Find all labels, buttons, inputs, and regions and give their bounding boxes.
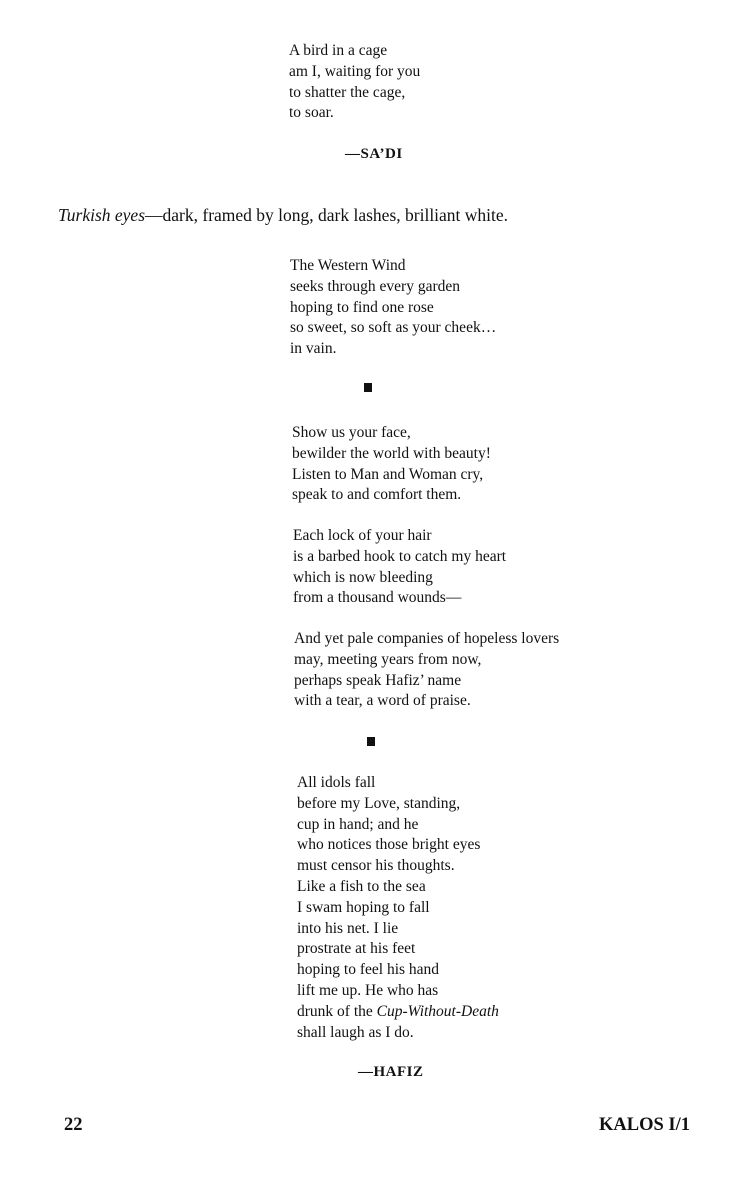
poem-line-prefix: drunk of the xyxy=(297,1002,377,1020)
poem-line: which is now bleeding xyxy=(293,568,433,586)
stanza-all-idols-fall xyxy=(297,773,499,1043)
poem-line: cup in hand; and he xyxy=(297,815,419,833)
stanza-pale-companies xyxy=(294,629,559,712)
stanza-bird-in-cage xyxy=(289,41,420,124)
poem-line: speak to and comfort them. xyxy=(292,486,462,504)
attribution-sadi: —SA’DI xyxy=(345,146,403,162)
poem-line: to shatter the cage, xyxy=(289,83,406,101)
poem-line: All idols fall xyxy=(297,774,376,791)
poem-line: I swam hoping to fall xyxy=(297,898,430,916)
stanza-show-face xyxy=(292,423,491,506)
poem-line: The Western Wind xyxy=(290,257,406,274)
poem-line: before my Love, standing, xyxy=(297,794,461,812)
prose-turkish-eyes xyxy=(58,205,508,226)
poem-line: Like a fish to the sea xyxy=(297,877,426,895)
poem-line: must censor his thoughts. xyxy=(297,857,455,875)
journal-footer: KALOS I/1 xyxy=(599,1115,690,1135)
poem-line: may, meeting years from now, xyxy=(294,650,482,668)
prose-rest: —dark, framed by long, dark lashes, brilliant white. xyxy=(145,205,509,225)
page-number: 22 xyxy=(64,1115,83,1135)
poem-line: is a barbed hook to catch my heart xyxy=(293,547,507,565)
poem-line: am I, waiting for you xyxy=(289,62,421,80)
attribution-hafiz: —HAFIZ xyxy=(358,1064,424,1080)
poem-line: hoping to find one rose xyxy=(290,298,434,316)
poem-line: Listen to Man and Woman cry, xyxy=(292,465,484,483)
poem-line: in vain. xyxy=(290,340,337,358)
poem-line: with a tear, a word of praise. xyxy=(294,692,471,710)
section-separator-square xyxy=(367,737,375,746)
poem-line: Each lock of your hair xyxy=(293,527,432,544)
poem-line: who notices those bright eyes xyxy=(297,836,481,854)
stanza-lock-of-hair xyxy=(293,526,506,609)
poem-line: into his net. I lie xyxy=(297,919,399,937)
poem-line: from a thousand wounds— xyxy=(293,589,462,607)
poem-line: hoping to feel his hand xyxy=(297,961,440,979)
poem-line: lift me up. He who has xyxy=(297,981,439,999)
poem-line: to soar. xyxy=(289,104,334,122)
stanza-western-wind xyxy=(290,256,496,360)
poem-line-with-italic xyxy=(297,1002,499,1023)
poem-line: so sweet, so soft as your cheek… xyxy=(290,319,497,337)
poem-line: perhaps speak Hafiz’ name xyxy=(294,671,462,689)
poem-line: seeks through every garden xyxy=(290,277,461,295)
poem-line: prostrate at his feet xyxy=(297,940,416,958)
poem-line: A bird in a cage xyxy=(289,42,388,59)
poem-italic-phrase: Cup-Without-Death xyxy=(376,1002,499,1020)
poem-line: Show us your face, xyxy=(292,424,411,441)
poem-line: shall laugh as I do. xyxy=(297,1023,414,1041)
prose-italic: Turkish eyes xyxy=(58,205,146,225)
poem-line: bewilder the world with beauty! xyxy=(292,444,491,462)
section-separator-square xyxy=(364,383,372,392)
poem-line: And yet pale companies of hopeless lovers xyxy=(294,630,560,647)
